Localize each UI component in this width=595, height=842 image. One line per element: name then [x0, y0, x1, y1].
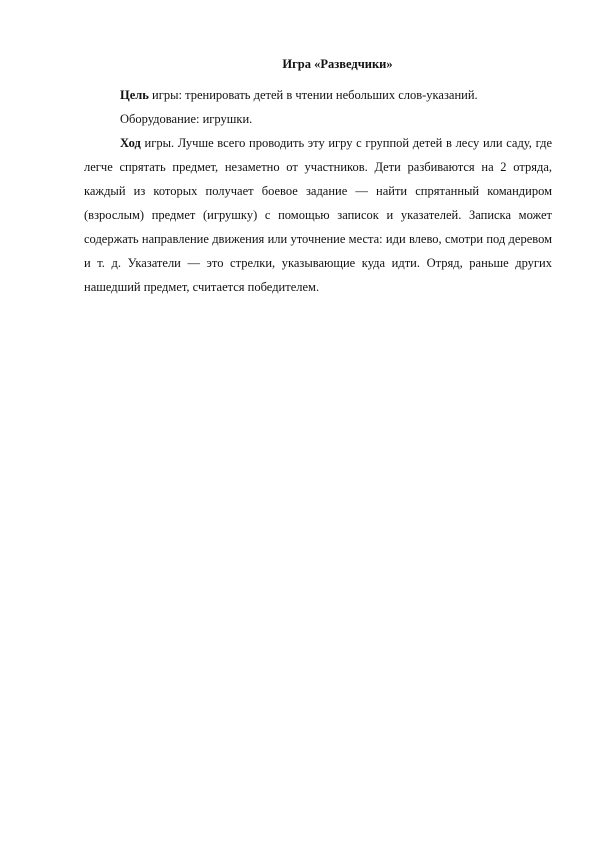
goal-text: игры: тренировать детей в чтении небольших слов-указаний. [148, 88, 478, 102]
equipment-text: Оборудование: игрушки. [120, 112, 253, 126]
goal-label: Цель [120, 88, 149, 102]
document-title: Игра «Разведчики» [282, 57, 393, 71]
procedure-paragraph [84, 131, 552, 299]
procedure-label: Ход [120, 136, 141, 150]
goal-paragraph [84, 83, 552, 107]
document-body [84, 83, 552, 299]
procedure-text: игры. Лучше всего проводить эту игру с группой детей в лесу или саду, где легче спрятать предмет, незаметно от участников. Дети разбиваются на 2 отряда, каждый из которых получает боевое задание — найти спрятанный командиром (взрослым) предмет (игрушку) с помощью записок и указателей. Записка может содержать направление движения или уточнение места: иди влево, смотри под деревом и т. д. Указатели — это стрелки, указывающие куда идти. Отряд, раньше других нашедший предмет, считается победителем. [84, 136, 552, 294]
equipment-paragraph [84, 107, 552, 131]
